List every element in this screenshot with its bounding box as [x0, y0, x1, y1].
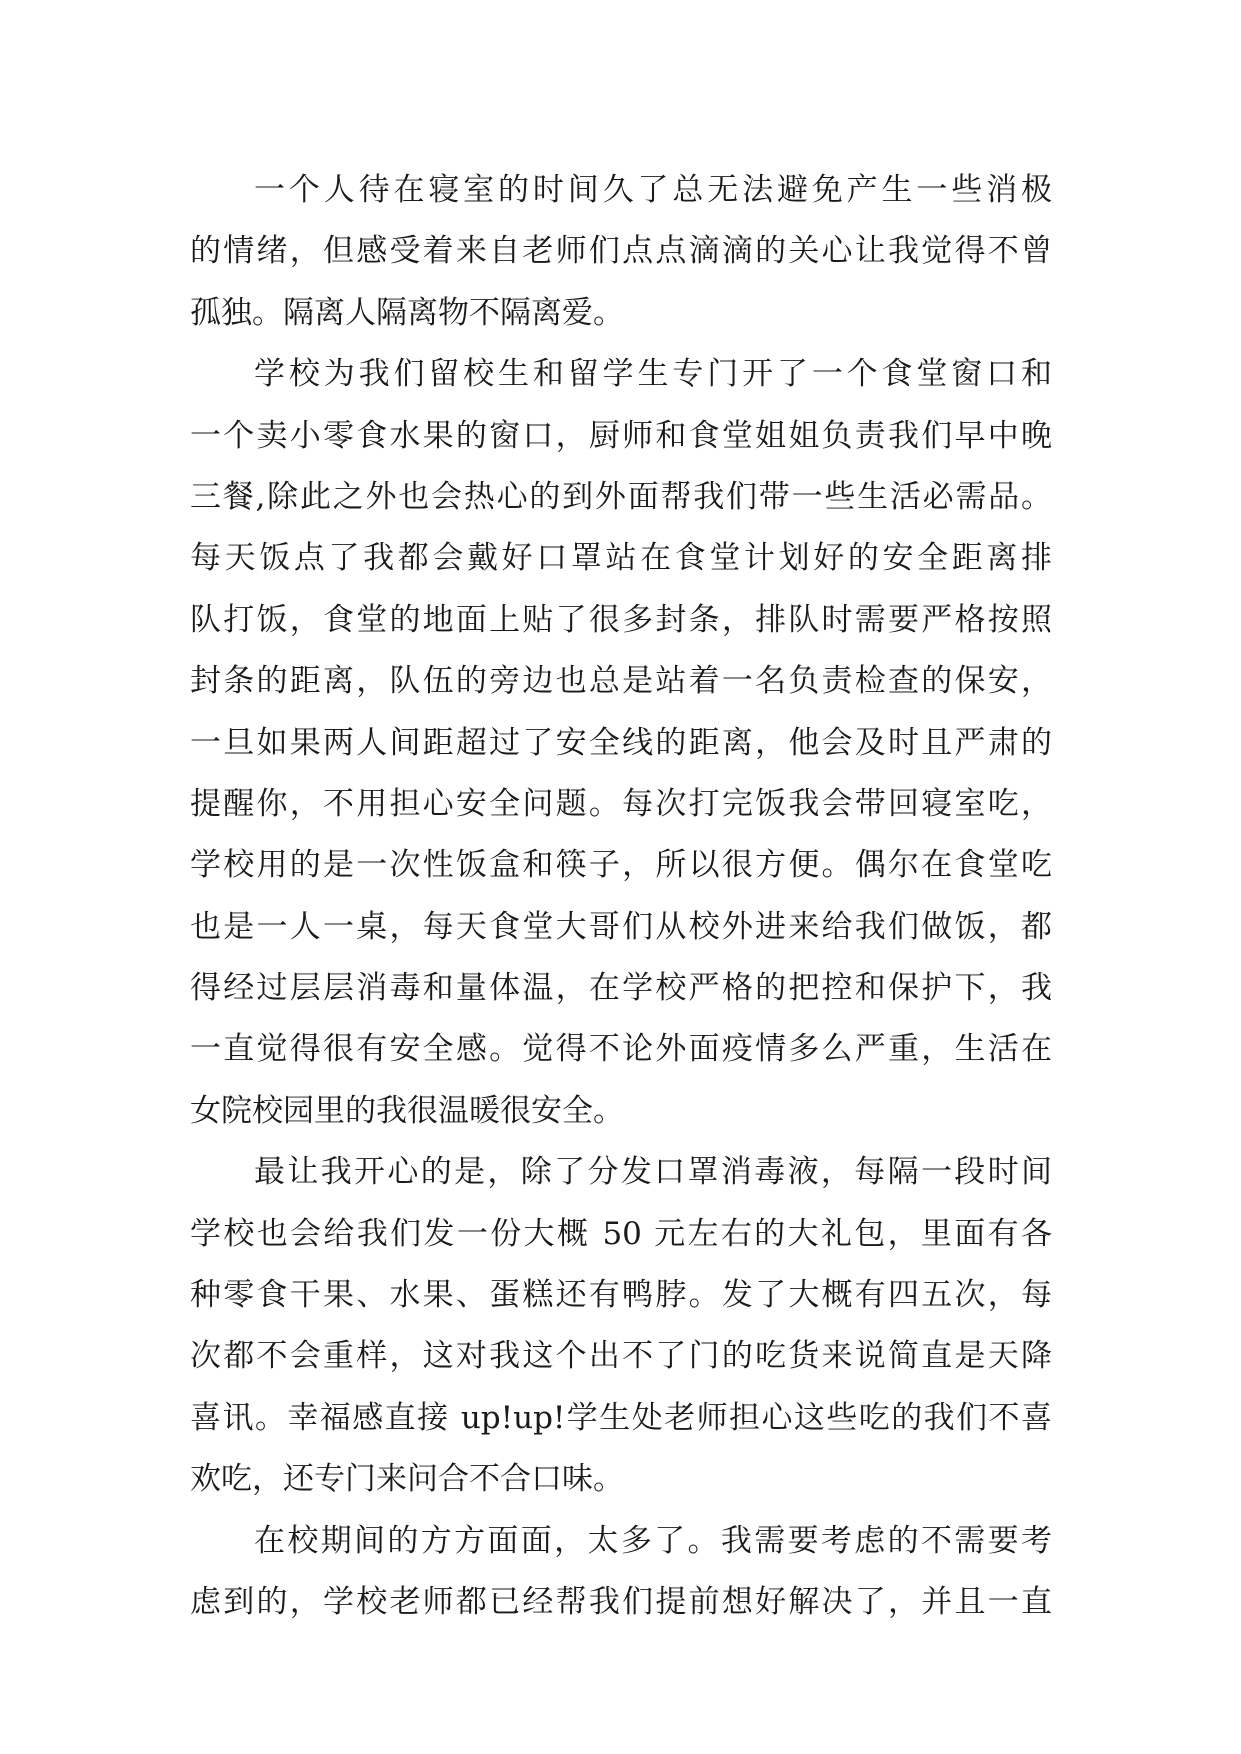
- text-line: 三餐,除此之外也会热心的到外面帮我们带一些生活必需品。: [190, 478, 1052, 515]
- text-line: 一旦如果两人间距超过了安全线的距离，他会及时且严肃的: [190, 724, 1052, 761]
- text-line: 的情绪，但感受着来自老师们点点滴滴的关心让我觉得不曾: [190, 233, 1052, 270]
- text-line: 学校也会给我们发一份大概 50 元左右的大礼包，里面有各: [190, 1215, 1052, 1252]
- text-line: 每天饭点了我都会戴好口罩站在食堂计划好的安全距离排: [190, 540, 1052, 577]
- text-line: 也是一人一桌，每天食堂大哥们从校外进来给我们做饭，都: [190, 908, 1052, 945]
- paragraph-4: [190, 1511, 1052, 1634]
- document-body: [190, 160, 1052, 1633]
- text-line: 一直觉得很有安全感。觉得不论外面疫情多么严重，生活在: [190, 1031, 1052, 1068]
- text-line: 虑到的，学校老师都已经帮我们提前想好解决了，并且一直: [190, 1583, 1052, 1620]
- text-line: 最让我开心的是，除了分发口罩消毒液，每隔一段时间: [254, 1154, 1052, 1191]
- paragraph-1: [190, 160, 1052, 344]
- text-line: 一个人待在寝室的时间久了总无法避免产生一些消极: [254, 172, 1052, 208]
- text-line: 喜讯。幸福感直接 up!up!学生处老师担心这些吃的我们不喜: [190, 1399, 1052, 1436]
- text-line: 学校为我们留校生和留学生专门开了一个食堂窗口和: [254, 356, 1052, 393]
- paragraph-2: [190, 344, 1052, 1142]
- text-line: 孤独。隔离人隔离物不隔离爱。: [190, 294, 624, 331]
- text-line: 在校期间的方方面面，太多了。我需要考虑的不需要考: [254, 1522, 1052, 1559]
- text-line: 队打饭，食堂的地面上贴了很多封条，排队时需要严格按照: [190, 601, 1052, 638]
- text-line: 种零食干果、水果、蛋糕还有鸭脖。发了大概有四五次，每: [190, 1277, 1052, 1314]
- text-line: 得经过层层消毒和量体温，在学校严格的把控和保护下，我: [190, 970, 1052, 1007]
- text-line: 一个卖小零食水果的窗口，厨师和食堂姐姐负责我们早中晚: [190, 417, 1052, 454]
- text-line: 封条的距离，队伍的旁边也总是站着一名负责检查的保安，: [190, 663, 1052, 700]
- text-line: 欢吃，还专门来问合不合口味。: [190, 1461, 624, 1498]
- text-line: 女院校园里的我很温暖很安全。: [190, 1092, 624, 1129]
- text-line: 次都不会重样，这对我这个出不了门的吃货来说简直是天降: [190, 1338, 1052, 1375]
- paragraph-3: [190, 1142, 1052, 1510]
- text-line: 学校用的是一次性饭盒和筷子，所以很方便。偶尔在食堂吃: [190, 847, 1052, 884]
- text-line: 提醒你，不用担心安全问题。每次打完饭我会带回寝室吃，: [190, 785, 1052, 822]
